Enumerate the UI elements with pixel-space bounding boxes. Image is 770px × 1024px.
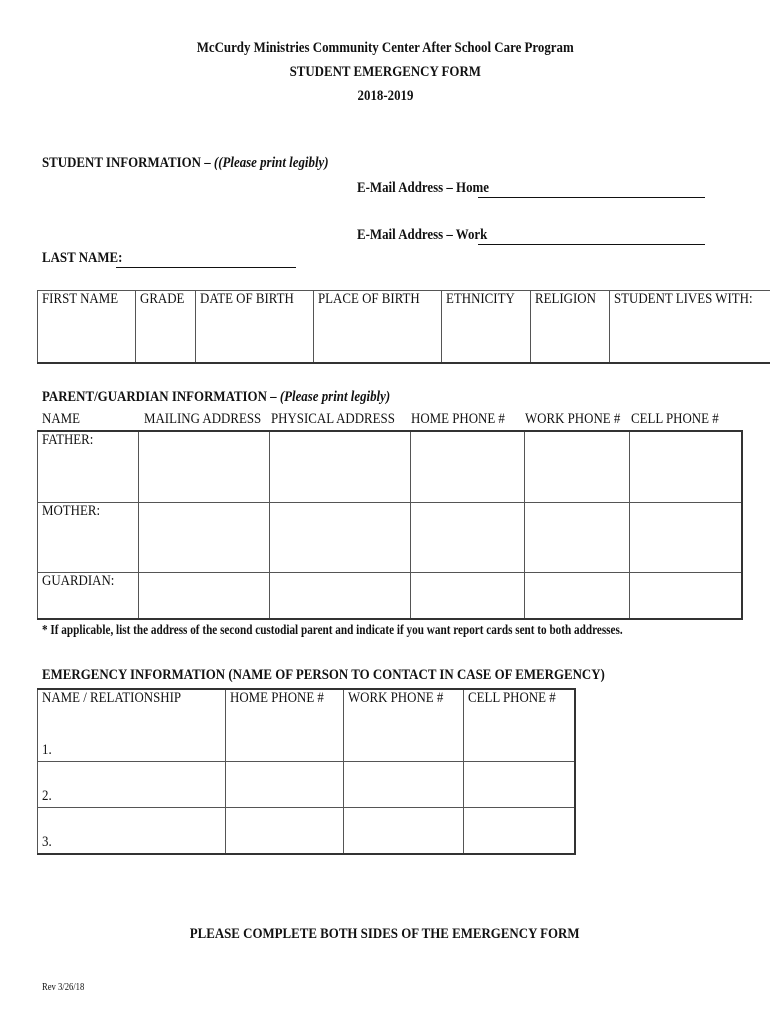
student-lives-with-cell[interactable]: STUDENT LIVES WITH: [610, 291, 770, 363]
col-home-phone-header: HOME PHONE # [411, 411, 505, 427]
ethnicity-cell[interactable]: ETHNICITY [441, 291, 530, 363]
col-mailing-address-header: MAILING ADDRESS [144, 411, 262, 427]
last-name-field[interactable] [116, 267, 296, 268]
guardian-work-phone-cell[interactable] [525, 572, 630, 619]
father-label: FATHER: [38, 431, 139, 502]
guardian-physical-cell[interactable] [270, 572, 411, 619]
emergency-contact-1-cell-phone-cell[interactable]: CELL PHONE # [464, 689, 575, 761]
email-home-field[interactable] [478, 197, 705, 198]
table-row [38, 807, 576, 854]
emergency-contact-1-work-phone-cell[interactable]: WORK PHONE # [344, 689, 464, 761]
mother-physical-cell[interactable] [270, 502, 411, 572]
emergency-contact-2-work-phone-cell[interactable] [344, 761, 464, 807]
emergency-contact-2-home-phone-cell[interactable] [226, 761, 344, 807]
table-row [38, 431, 743, 502]
father-home-phone-cell[interactable] [411, 431, 525, 502]
form-title: STUDENT EMERGENCY FORM [289, 64, 481, 80]
first-name-cell[interactable]: FIRST NAME [38, 291, 136, 363]
parent-info-heading: PARENT/GUARDIAN INFORMATION – (Please print legibly) [42, 389, 391, 405]
date-of-birth-cell[interactable]: DATE OF BIRTH [196, 291, 314, 363]
email-work-label: E-Mail Address – Work [357, 227, 488, 243]
religion-cell[interactable]: RELIGION [530, 291, 610, 363]
complete-both-sides-notice: PLEASE COMPLETE BOTH SIDES OF THE EMERGENCY FORM [190, 926, 580, 942]
mother-cell-phone-cell[interactable] [630, 502, 743, 572]
last-name-label: LAST NAME: [42, 250, 123, 266]
row-number-2: 2. [42, 787, 52, 804]
mother-home-phone-cell[interactable] [411, 502, 525, 572]
col-physical-address-header: PHYSICAL ADDRESS [271, 411, 395, 427]
form-header-line1: McCurdy Ministries Community Center After School Care Program [196, 40, 574, 56]
emergency-contact-3-name-cell[interactable] [38, 807, 226, 854]
emergency-contact-1-name-cell[interactable]: NAME / RELATIONSHIP 1. [38, 689, 226, 761]
col-name-header: NAME [42, 411, 80, 427]
guardian-mailing-cell[interactable] [139, 572, 270, 619]
table-row [38, 689, 576, 761]
revision-date: Rev 3/26/18 [42, 982, 85, 993]
col-work-phone-header: WORK PHONE # [525, 411, 621, 427]
emergency-info-heading: EMERGENCY INFORMATION (NAME OF PERSON TO CONTACT IN CASE OF EMERGENCY) [42, 667, 605, 683]
parent-info-table [37, 430, 743, 620]
table-row [38, 502, 743, 572]
mother-label: MOTHER: [38, 502, 139, 572]
emergency-contact-3-home-phone-cell[interactable] [226, 807, 344, 854]
guardian-home-phone-cell[interactable] [411, 572, 525, 619]
emergency-contact-3-work-phone-cell[interactable] [344, 807, 464, 854]
father-work-phone-cell[interactable] [525, 431, 630, 502]
father-physical-cell[interactable] [270, 431, 411, 502]
emergency-contact-2-name-cell[interactable] [38, 761, 226, 807]
grade-cell[interactable]: GRADE [135, 291, 196, 363]
address-footnote: * If applicable, list the address of the second custodial parent and indicate if you want report cards sent to both addresses. [42, 623, 623, 638]
table-row [38, 572, 743, 619]
student-info-heading: STUDENT INFORMATION – ((Please print legibly) [42, 155, 329, 171]
student-info-table [37, 290, 770, 364]
emergency-contact-1-home-phone-cell[interactable]: HOME PHONE # [226, 689, 344, 761]
form-year: 2018-2019 [357, 88, 413, 104]
row-number-1: 1. [42, 741, 52, 758]
row-number-3: 3. [42, 834, 52, 850]
col-cell-phone-header: CELL PHONE # [631, 411, 719, 427]
mother-mailing-cell[interactable] [139, 502, 270, 572]
father-mailing-cell[interactable] [139, 431, 270, 502]
guardian-label: GUARDIAN: [38, 572, 139, 619]
guardian-cell-phone-cell[interactable] [630, 572, 743, 619]
mother-work-phone-cell[interactable] [525, 502, 630, 572]
place-of-birth-cell[interactable]: PLACE OF BIRTH [314, 291, 441, 363]
email-home-label: E-Mail Address – Home [357, 180, 489, 196]
emergency-contact-3-cell-phone-cell[interactable] [464, 807, 575, 854]
email-work-field[interactable] [478, 244, 705, 245]
table-row [38, 761, 576, 807]
emergency-info-table [37, 688, 576, 855]
father-cell-phone-cell[interactable] [630, 431, 743, 502]
emergency-contact-2-cell-phone-cell[interactable] [464, 761, 575, 807]
